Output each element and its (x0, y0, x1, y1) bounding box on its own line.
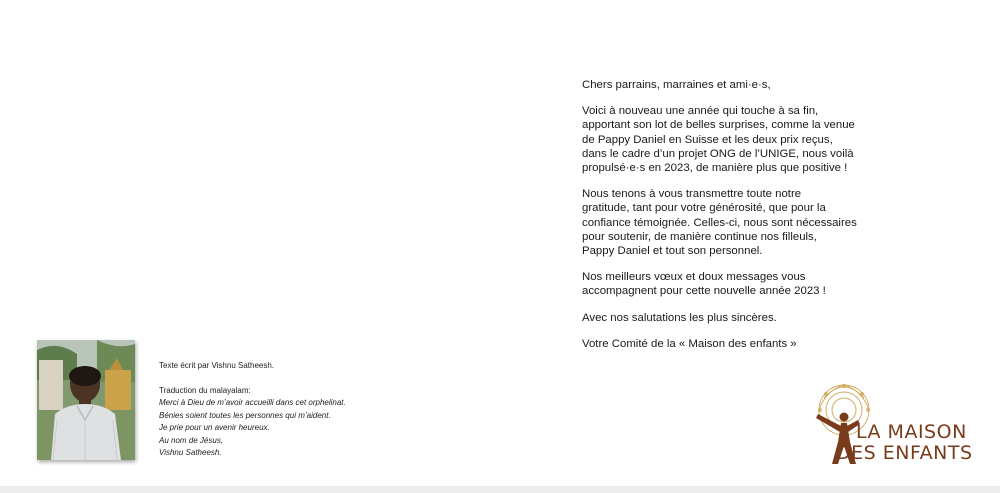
letter-line: propulsé·e·s en 2023, de manière plus que positive ! (582, 162, 848, 175)
page-bottom-edge (0, 486, 1000, 493)
logo-text-line-1: LA MAISON (856, 421, 967, 443)
caption-line: Merci à Dieu de m’avoir accueilli dans cet orphelinat. (159, 398, 346, 407)
letter-line: Pappy Daniel et tout son personnel. (582, 245, 763, 258)
letter-body (582, 78, 882, 363)
letter-line: de Pappy Daniel en Suisse et les deux prix reçus, (582, 133, 833, 146)
letter-paragraph-2 (582, 187, 882, 258)
maison-des-enfants-logo (806, 380, 976, 470)
letter-line: pour soutenir, de manière continue nos filleuls, (582, 230, 817, 243)
boy-photo (37, 340, 135, 460)
caption-line: Au nom de Jésus, (159, 435, 224, 445)
letter-line: Nos meilleurs vœux et doux messages vous (582, 271, 806, 284)
letter-paragraph-1 (582, 104, 882, 175)
caption-translation-label: Traduction du malayalam: (159, 385, 251, 395)
letter-line: Voici à nouveau une année qui touche à sa fin, (582, 105, 819, 118)
logo-text-line-2: DES ENFANTS (836, 442, 973, 464)
letter-line: apportant son lot de belles surprises, comme la venue (582, 119, 855, 132)
caption-author: Texte écrit par Vishnu Satheesh. (159, 361, 275, 370)
letter-paragraph-3 (582, 270, 882, 298)
boy-photo-image (37, 340, 135, 460)
letter-line: Nous tenons à vous transmettre toute notre (582, 188, 802, 201)
letter-line: accompagnent pour cette nouvelle année 2023 ! (582, 285, 826, 298)
letter-greeting: Chers parrains, marraines et ami·e·s, (582, 79, 771, 91)
caption-line: Je prie pour un avenir heureux. (159, 423, 270, 432)
caption-line: Vishnu Satheesh. (159, 448, 222, 457)
letter-closing: Avec nos salutations les plus sincères. (582, 311, 777, 324)
caption-line: Bénies soient toutes les personnes qui m’aident. (159, 410, 331, 420)
letter-line: confiance témoignée. Celles-ci, nous sont nécessaires (582, 216, 857, 229)
letter-signature: Votre Comité de la « Maison des enfants » (582, 337, 797, 350)
photo-caption (159, 360, 459, 460)
letter-line: dans le cadre d’un projet ONG de l’UNIGE, nous voilà (582, 147, 854, 160)
letter-line: gratitude, tant pour votre générosité, que pour la (582, 202, 826, 215)
